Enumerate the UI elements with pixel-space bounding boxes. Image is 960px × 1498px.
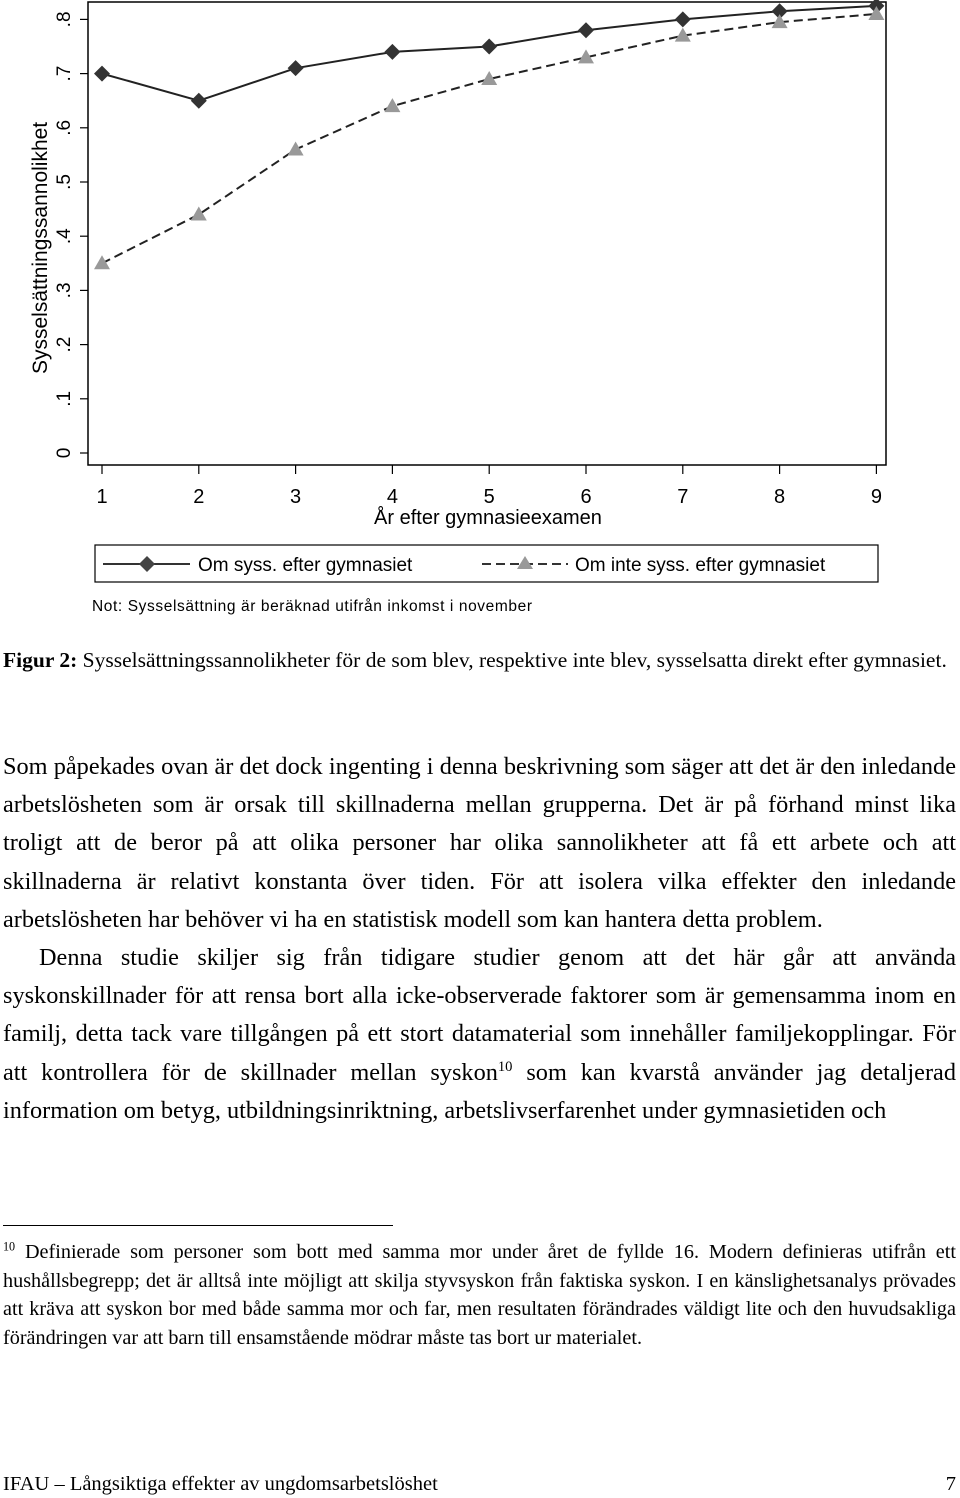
footnote-number: 10: [3, 1239, 16, 1254]
chart-note: Not: Sysselsättning är beräknad utifrån inkomst i november: [92, 598, 533, 615]
page-footer: [3, 1471, 956, 1497]
x-tick-label: 6: [580, 486, 592, 508]
footnote: [3, 1238, 956, 1352]
plot-frame: [88, 2, 886, 465]
legend-label-2: Om inte syss. efter gymnasiet: [575, 555, 826, 576]
legend-triangle-marker: [517, 556, 533, 569]
paragraph-2-start: Denna studie skiljer sig från tidigare studier genom att det här går att använda syskonskillnader för att rensa bort alla icke-observerade faktorer som är gemensamma inom en familj, detta tack vare tillgången på ett stort datamaterial som innehåller familjekopplingar. För att kontrollera för de skillnader mellan syskon: [3, 944, 956, 1086]
x-tick-label: 1: [96, 486, 108, 508]
series-1-diamond-point: [288, 60, 304, 76]
legend-diamond-marker: [139, 556, 155, 572]
series-2-triangle-point: [288, 141, 304, 155]
y-tick-label: .1: [54, 390, 75, 407]
series-2-triangle-point: [191, 207, 207, 221]
y-tick-label: .2: [54, 336, 75, 353]
series-layer: [94, 0, 884, 269]
paragraph-2-end: som kan kvarstå använder jag detaljerad information om betyg, utbildningsinriktning, arbetslivserfarenhet under gymnasietiden och: [3, 1058, 956, 1124]
y-tick-label: .4: [54, 228, 75, 245]
x-tick-label: 3: [290, 486, 302, 508]
x-axis-ticks: [96, 465, 882, 508]
y-tick-label: 0: [54, 447, 75, 459]
y-tick-label: .7: [54, 65, 75, 82]
x-tick-label: 9: [870, 486, 882, 508]
y-tick-label: .6: [54, 119, 75, 136]
employment-probability-chart: [0, 0, 960, 630]
footnote-text: Definierade som personer som bott med samma mor under året de fyllde 16. Modern definieras utifrån ett hushållsbegrepp; det är alltså inte möjligt att skilja styvsyskon från faktiska syskon. I en känslighetsanalys prövades att kräva att syskon bor med både samma mor och far, men resultaten förändrades väldigt lite och den huvudsakliga förändringen var att barn till ensamstående mödrar måste tas bort ur materialet.: [3, 1241, 956, 1349]
legend-item-1: [103, 555, 413, 576]
page-number: 7: [945, 1473, 956, 1495]
x-tick-label: 5: [483, 486, 495, 508]
paragraph-2: [3, 939, 956, 1130]
series-1-diamond-point: [191, 93, 207, 109]
figure-caption-text: Sysselsättningssannolikheter för de som blev, respektive inte blev, sysselsatta direkt efter gymnasiet.: [77, 648, 947, 672]
series-1-diamond-point: [578, 22, 594, 38]
x-tick-label: 8: [774, 486, 786, 508]
legend-label-1: Om syss. efter gymnasiet: [198, 555, 413, 576]
x-tick-label: 4: [386, 486, 398, 508]
y-axis-label: Sysselsättningssannolikhet: [29, 121, 52, 374]
x-tick-label: 2: [193, 486, 205, 508]
body-text: [3, 748, 956, 1130]
paragraph-1: Som påpekades ovan är det dock ingenting i denna beskrivning som säger att det är den inledande arbetslösheten som är orsak till skillnaderna mellan grupperna. Det är på förhand minst lika troligt att de beror på att olika personer har olika sannolikheter att få ett arbete och att skillnaderna är relativt konstanta över tiden. För att isolera vilka effekter den inledande arbetslösheten har behöver vi ha en statistisk modell som kan hantera detta problem.: [3, 753, 956, 933]
legend-item-2: [482, 555, 826, 576]
series-1-diamond-point: [384, 44, 400, 60]
y-axis-ticks: [54, 11, 88, 458]
x-axis-label: År efter gymnasieexamen: [374, 507, 602, 529]
series-1-diamond-point: [675, 11, 691, 27]
figure-caption-label: Figur 2:: [3, 648, 78, 672]
series-1-diamond-point: [481, 39, 497, 55]
y-tick-label: .3: [54, 282, 75, 299]
footnote-separator: [3, 1225, 393, 1226]
series-1-diamond-point: [94, 66, 110, 82]
footnote-reference: 10: [497, 1058, 513, 1075]
figure-caption: [3, 646, 953, 675]
y-tick-label: .8: [54, 11, 75, 28]
y-tick-label: .5: [54, 174, 75, 190]
series-2-triangle-point: [94, 255, 110, 269]
x-tick-label: 7: [677, 486, 689, 508]
footer-title: IFAU – Långsiktiga effekter av ungdomsarbetslöshet: [3, 1473, 438, 1495]
